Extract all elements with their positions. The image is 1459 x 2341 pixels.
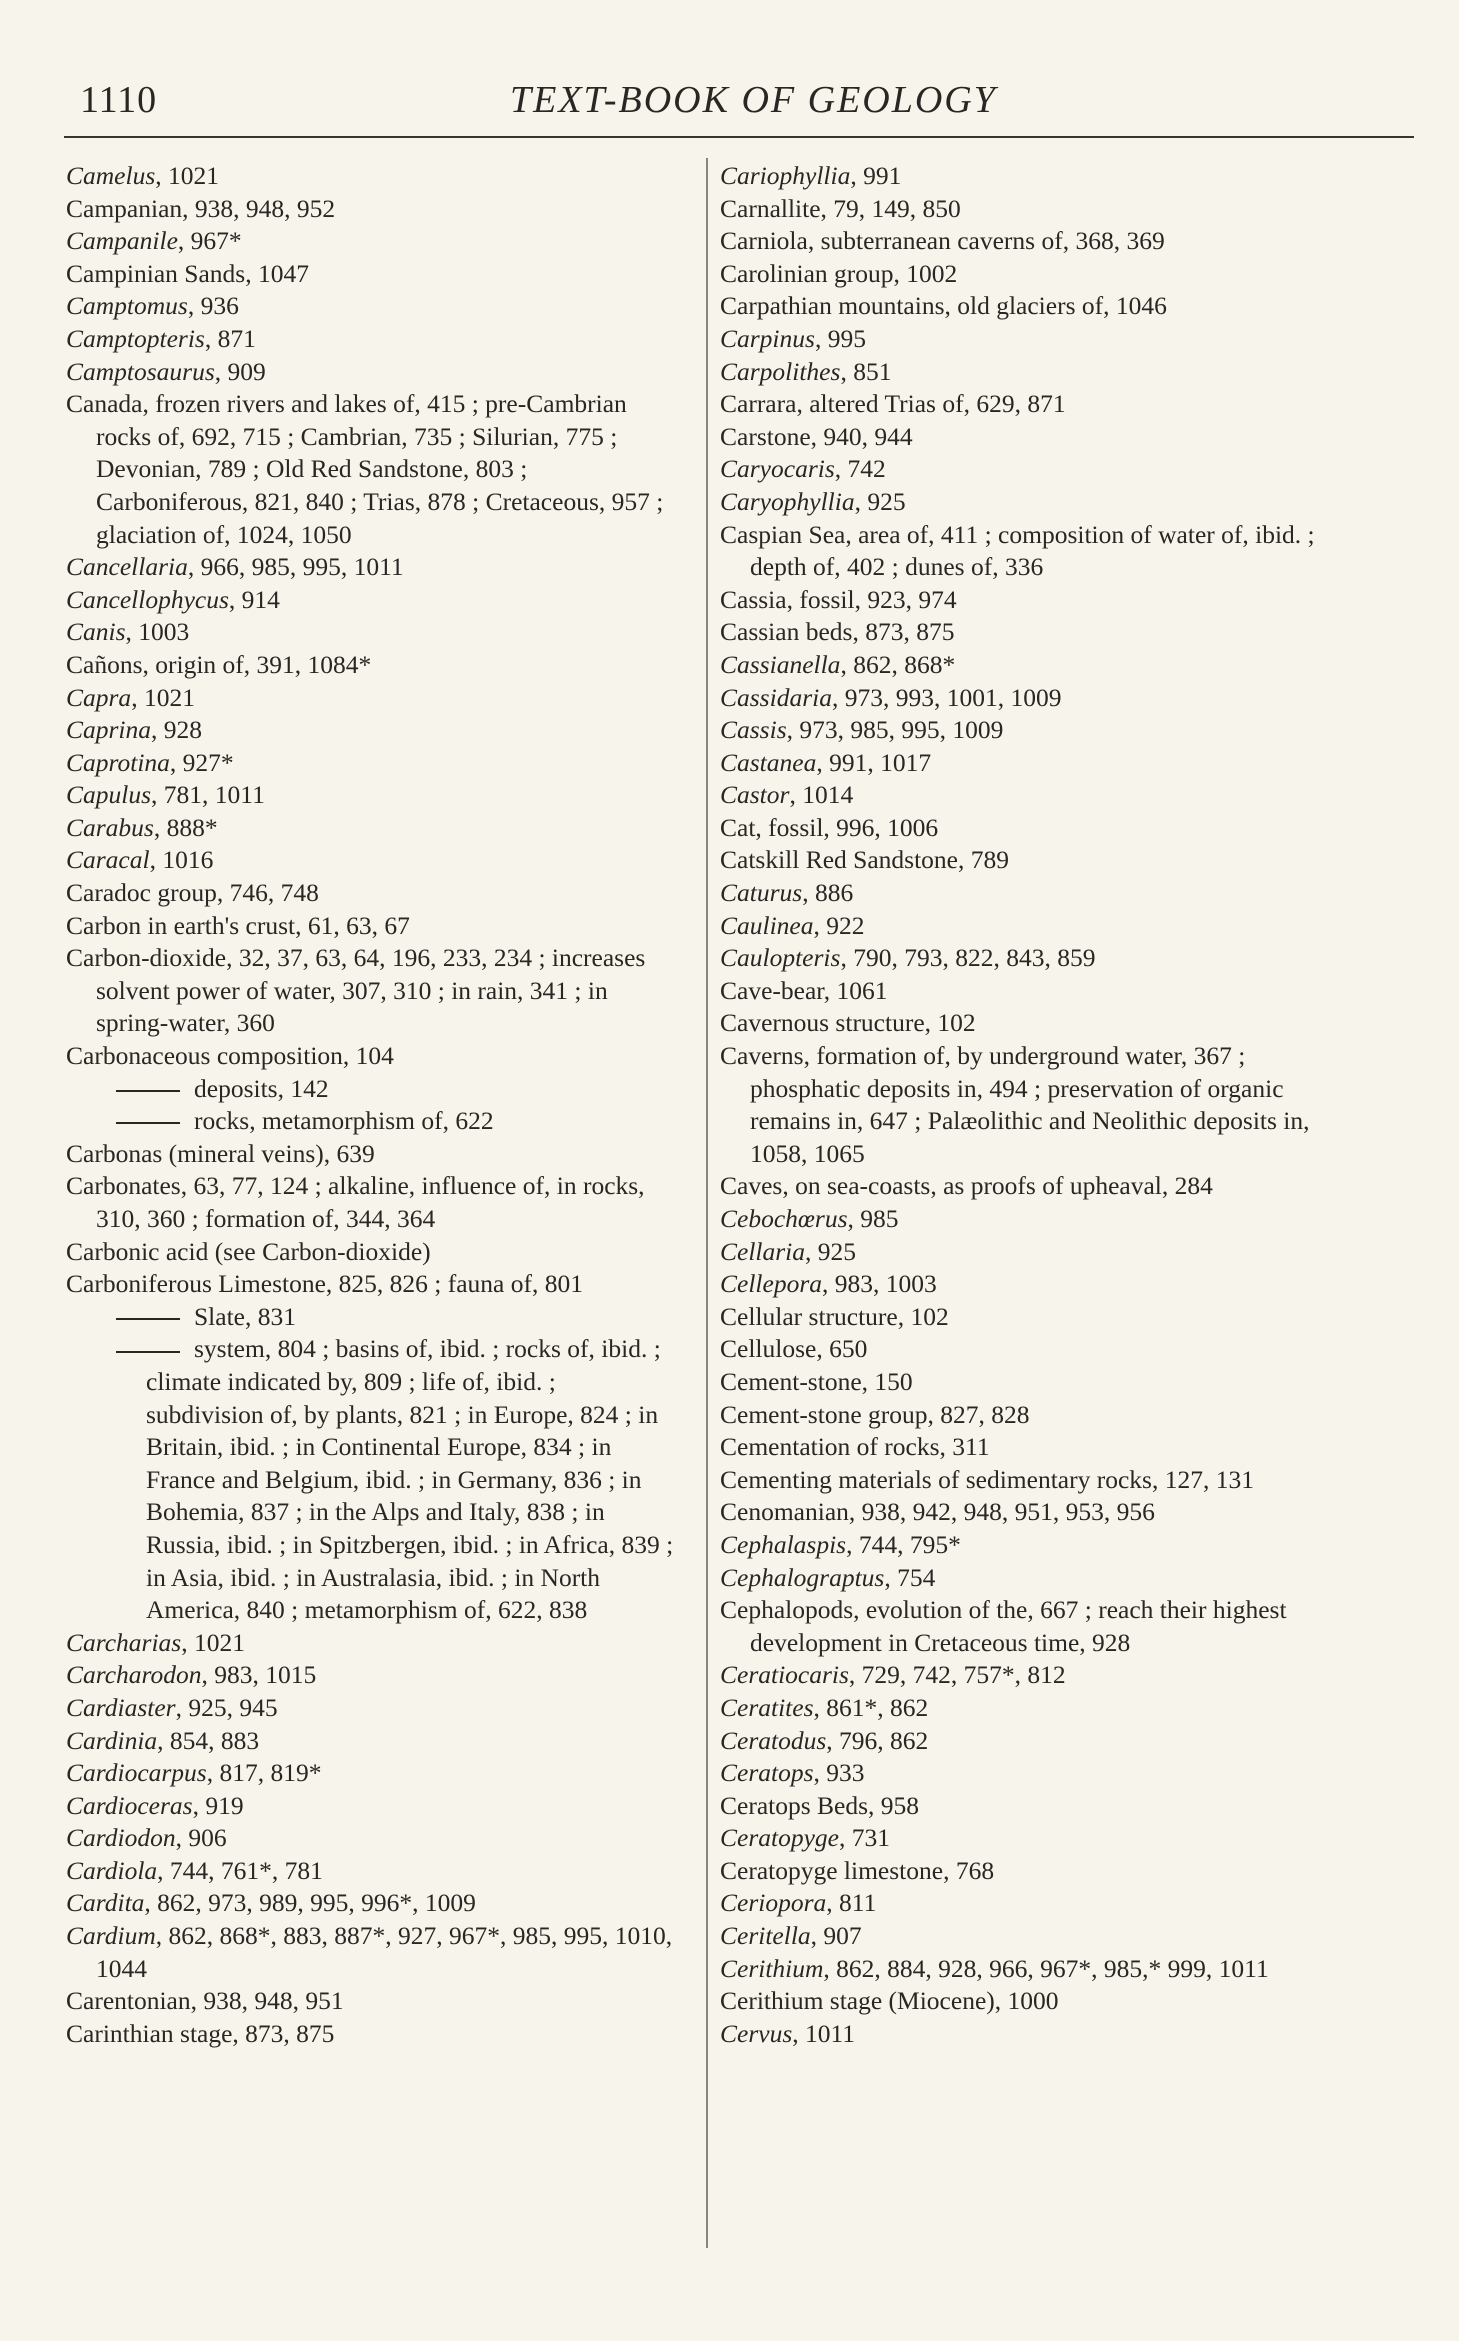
index-term: Cassia (720, 584, 787, 614)
index-page-refs: , 966, 985, 995, 1011 (187, 552, 404, 582)
index-term: Cellulose (720, 1334, 817, 1364)
index-page-refs: , 940, 944 (810, 421, 913, 451)
index-term: Castanea (720, 747, 817, 777)
index-term: Cebochœrus (720, 1204, 848, 1233)
index-entry (720, 747, 1350, 780)
index-term: Ceratops Beds (720, 1790, 869, 1820)
index-term: Ceriopora (720, 1888, 827, 1918)
index-page-refs: , 1014 (789, 780, 854, 810)
index-term: Carnallite (720, 193, 821, 223)
index-term: Cavernous structure (720, 1008, 925, 1038)
index-term: Ceratopyge (720, 1823, 839, 1853)
index-entry (720, 388, 1350, 421)
index-page-refs: , 1003 (125, 617, 190, 647)
index-page-refs: , 831 (245, 1301, 296, 1331)
index-term: Carboniferous Limestone (66, 1269, 326, 1299)
index-term: Cardium (66, 1921, 156, 1951)
index-term: Caryocaris (720, 454, 835, 484)
index-term: Catskill Red Sandstone (720, 845, 958, 875)
index-page-refs: , 61, 63, 67 (295, 910, 410, 940)
index-term: Cancellophycus (66, 584, 229, 614)
index-page-refs: , 127, 131 (1151, 1464, 1254, 1494)
index-entry (720, 453, 1350, 486)
index-entry (720, 1790, 1350, 1823)
index-page-refs: , 871 (204, 323, 256, 353)
index-entry (720, 1301, 1350, 1334)
index-entry (66, 356, 676, 389)
index-entry (66, 649, 676, 682)
index-term: Carbonaceous composition (66, 1041, 343, 1071)
index-term: Carniola (720, 226, 808, 256)
index-entry (720, 1431, 1350, 1464)
index-page-refs: , 731 (838, 1823, 890, 1853)
index-term: Cardiaster (66, 1692, 176, 1722)
index-page-refs: , 104 (342, 1041, 394, 1071)
index-entry (720, 844, 1350, 877)
index-term: Cardita (66, 1888, 145, 1918)
index-page-refs: , 811 (826, 1888, 877, 1918)
index-entry (720, 258, 1350, 291)
index-page-refs: , frozen rivers and lakes of, 415 ; pre-Cambrian rocks of, 692, 715 ; Cambrian, 735 ; Silurian, 775 ; Devonian, 789 ; Old Red Sandstone, 803 ; Carboniferous, 821, 840 ; Trias, 878 ; Cretaceous, 957 ; glaciation of, 1024, 1050 (96, 389, 664, 549)
index-entry (720, 1887, 1350, 1920)
index-page-refs: , 142 (277, 1073, 329, 1103)
index-entry (720, 682, 1350, 715)
index-page-refs: , old glaciers of, 1046 (944, 291, 1167, 321)
index-term: Caturus (720, 878, 803, 908)
index-term: Caracal (66, 845, 150, 875)
index-page-refs: , 873, 875 (852, 617, 955, 647)
index-entry (66, 844, 676, 877)
index-term: Ceritella (720, 1921, 811, 1951)
ditto-dash (116, 1318, 180, 1320)
ditto-dash (116, 1351, 180, 1353)
index-term: Carbonates (66, 1171, 181, 1201)
index-term: Carrara (720, 389, 797, 419)
index-entry (720, 1236, 1350, 1269)
index-term: Carbonic acid (see Carbon-dioxide) (66, 1236, 431, 1266)
index-entry (720, 1203, 1350, 1236)
index-term: Caverns (720, 1041, 804, 1071)
index-entry (720, 942, 1350, 975)
index-page-refs: , 825, 826 ; fauna of, 801 (325, 1269, 583, 1299)
index-page-refs: , origin of, 391, 1084* (142, 649, 372, 679)
index-term: system (194, 1334, 265, 1364)
index-page-refs: , 744, 761*, 781 (157, 1855, 323, 1885)
index-page-refs: , 928 (151, 715, 203, 745)
index-entry (66, 1073, 676, 1106)
index-entry (66, 551, 676, 584)
index-entry (66, 290, 676, 323)
index-term: Cariophyllia (720, 161, 851, 190)
index-column-left (66, 160, 676, 2050)
index-entry (720, 1757, 1350, 1790)
index-term: rocks (194, 1106, 250, 1136)
index-entry (66, 1985, 676, 2018)
index-page-refs: , 938, 948, 952 (182, 193, 336, 223)
index-page-refs: , altered Trias of, 629, 871 (796, 389, 1066, 419)
index-page-refs: , 927* (169, 747, 234, 777)
index-entry (66, 1268, 676, 1301)
index-term: Cellular structure (720, 1301, 898, 1331)
index-entry (720, 584, 1350, 617)
index-term: Cement-stone group (720, 1399, 928, 1429)
index-term: Ceratopyge limestone (720, 1855, 944, 1885)
index-term: Canada (66, 389, 143, 419)
index-page-refs: , 991 (850, 161, 902, 190)
index-entry (720, 421, 1350, 454)
index-entry (720, 1822, 1350, 1855)
index-page-refs: , 907 (810, 1921, 862, 1951)
index-page-refs: , 1002 (893, 258, 958, 288)
index-term: Caulinea (720, 910, 814, 940)
index-page-refs: , 851 (840, 356, 892, 386)
index-term: Cardioceras (66, 1790, 193, 1820)
index-page-refs: , 967* (177, 226, 242, 256)
index-entry (720, 2018, 1350, 2051)
index-page-refs: , 729, 742, 757*, 812 (848, 1660, 1066, 1690)
index-page-refs: , 861*, 862 (813, 1692, 929, 1722)
index-term: Campanian (66, 193, 183, 223)
index-entry (66, 2018, 676, 2051)
index-entry (66, 1822, 676, 1855)
index-entry (720, 1953, 1350, 1986)
index-page-refs: , 1061 (823, 975, 888, 1005)
index-entry (66, 910, 676, 943)
index-entry (720, 486, 1350, 519)
index-entry (66, 682, 676, 715)
index-entry (66, 812, 676, 845)
index-term: Cerithium (720, 1953, 824, 1983)
header-rule (64, 136, 1414, 138)
index-page-refs: , 914 (228, 584, 280, 614)
index-term: Carpathian mountains (720, 291, 945, 321)
index-page-refs: , 796, 862 (826, 1725, 929, 1755)
index-term: Capulus (66, 780, 152, 810)
index-page-refs: , 888* (153, 812, 218, 842)
index-entry (66, 1333, 676, 1626)
index-page-refs: , 804 ; basins of, ibid. ; rocks of, ibid. ; climate indicated by, 809 ; life of, ibid. ; subdivision of, by plants, 821 ; in Europe, 824 ; in Britain, ibid. ; in Continental Europe, 834 ; in France and Belgium, ibid. ; in Germany, 836 ; in Bohemia, 837 ; in the Alps and Italy, 838 ; in Russia, ibid. ; in Spitzbergen, ibid. ; in Africa, 839 ; in Asia, ibid. ; in Australasia, ibid. ; in North America, 840 ; metamorphism of, 622, 838 (146, 1334, 674, 1625)
index-entry (66, 1170, 676, 1235)
index-term: Carstone (720, 421, 811, 451)
index-page-refs: , fossil, 923, 974 (786, 584, 957, 614)
index-term: Ceratodus (720, 1725, 827, 1755)
index-page-refs: , 311 (939, 1432, 990, 1462)
index-term: Carinthian stage (66, 2018, 233, 2048)
index-term: Caradoc group (66, 878, 217, 908)
index-column-right (720, 160, 1350, 2050)
index-term: Carentonian (66, 1986, 191, 2016)
index-entry (66, 1627, 676, 1660)
index-term: Cenomanian (720, 1497, 849, 1527)
index-term: Canis (66, 617, 126, 647)
index-entry (66, 1692, 676, 1725)
index-entry (720, 616, 1350, 649)
index-entry (720, 225, 1350, 258)
index-page-refs: , metamorphism of, 622 (249, 1106, 494, 1136)
index-page-refs: , 958 (868, 1790, 920, 1820)
index-page-refs: , formation of, by underground water, 367 ; phosphatic deposits in, 494 ; preservation of organic remains in, 647 ; Palæolithic and Neolithic deposits in, 1058, 1065 (750, 1041, 1310, 1168)
index-page-refs: , 650 (816, 1334, 868, 1364)
index-entry (720, 1594, 1350, 1659)
index-term: Slate (194, 1301, 245, 1331)
index-entry (720, 1985, 1350, 2018)
index-entry (66, 193, 676, 226)
index-entry (66, 388, 676, 551)
index-term: Cardiodon (66, 1823, 176, 1853)
index-entry (720, 1725, 1350, 1758)
index-entry (720, 193, 1350, 226)
index-term: Capra (66, 682, 132, 712)
index-term: Camptomus (66, 291, 188, 321)
index-page-refs: , 973, 993, 1001, 1009 (831, 682, 1062, 712)
index-entry (720, 649, 1350, 682)
index-entry (66, 258, 676, 291)
index-term: Camptopteris (66, 323, 205, 353)
index-page-refs: , 906 (175, 1823, 227, 1853)
index-entry (66, 714, 676, 747)
index-page-refs: , 909 (214, 356, 266, 386)
index-term: Campanile (66, 226, 178, 256)
index-term: Carcharias (66, 1627, 182, 1657)
index-term: Caves (720, 1171, 783, 1201)
index-page-refs: , 983, 1015 (201, 1660, 317, 1690)
index-page-refs: , 150 (861, 1366, 913, 1396)
index-page-refs: , 742 (834, 454, 886, 484)
index-page-refs: , 919 (192, 1790, 244, 1820)
index-entry (720, 1399, 1350, 1432)
index-page-refs: , 1021 (181, 1627, 245, 1657)
index-page-refs: , fossil, 996, 1006 (755, 812, 939, 842)
index-term: Cementing materials of sedimentary rocks (720, 1464, 1152, 1494)
index-term: Cephalaspis (720, 1529, 847, 1559)
index-page-refs: , 995 (814, 323, 866, 353)
index-page-refs: , 938, 942, 948, 951, 953, 956 (848, 1497, 1155, 1527)
index-term: Cat (720, 812, 756, 842)
index-page-refs: , 983, 1003 (822, 1269, 937, 1299)
index-term: Caryophyllia (720, 486, 855, 516)
index-page-refs: , 925 (805, 1236, 857, 1266)
index-entry (720, 519, 1350, 584)
index-page-refs: , 1011 (792, 2018, 856, 2048)
index-term: Castor (720, 780, 790, 810)
index-page-refs: , 827, 828 (927, 1399, 1030, 1429)
index-page-refs: , 790, 793, 822, 843, 859 (840, 943, 1096, 973)
index-page-refs: , 1047 (245, 258, 309, 288)
index-page-refs: , 63, 77, 124 ; alkaline, influence of, in rocks, 310, 360 ; formation of, 344, 364 (96, 1171, 645, 1233)
index-entry (720, 1659, 1350, 1692)
index-page-refs: , 933 (813, 1758, 865, 1788)
index-entry (720, 1855, 1350, 1888)
index-term: Cement-stone (720, 1366, 862, 1396)
index-entry (720, 1333, 1350, 1366)
index-page-refs: , 789 (958, 845, 1009, 875)
ditto-dash (116, 1122, 180, 1124)
index-page-refs: , 886 (802, 878, 854, 908)
index-term: Cardinia (66, 1725, 158, 1755)
index-page-refs: , 862, 973, 989, 995, 996*, 1009 (144, 1888, 476, 1918)
column-divider (706, 158, 708, 2248)
index-entry (720, 1920, 1350, 1953)
index-term: Carbon-dioxide (66, 943, 227, 973)
index-entry (66, 1855, 676, 1888)
index-page-refs: , 754 (884, 1562, 936, 1592)
index-entry (66, 225, 676, 258)
index-entry (720, 714, 1350, 747)
index-entry (720, 1464, 1350, 1497)
index-term: Cervus (720, 2018, 793, 2048)
index-entry (720, 1529, 1350, 1562)
index-page-refs: , area of, 411 ; composition of water of, ibid. ; depth of, 402 ; dunes of, 336 (750, 519, 1315, 582)
index-page-refs: , 862, 868* (840, 649, 956, 679)
index-term: Cardiocarpus (66, 1758, 207, 1788)
index-entry (720, 1366, 1350, 1399)
index-page-refs: , 639 (323, 1138, 375, 1168)
index-term: Carbonas (mineral veins) (66, 1138, 324, 1168)
running-title: TEXT-BOOK OF GEOLOGY (510, 79, 997, 121)
index-entry (66, 160, 676, 193)
index-term: Caprotina (66, 747, 170, 777)
index-entry (720, 323, 1350, 356)
index-entry (66, 1659, 676, 1692)
page-header (58, 72, 1410, 124)
index-entry (66, 1040, 676, 1073)
index-term: Ceratiocaris (720, 1660, 849, 1690)
index-page-refs: , 985 (847, 1204, 899, 1233)
index-page-refs: , 768 (943, 1855, 995, 1885)
index-term: Cephalograptus (720, 1562, 885, 1592)
index-term: Cassidaria (720, 682, 832, 712)
index-term: Campinian Sands (66, 258, 246, 288)
index-term: Carolinian group (720, 258, 894, 288)
index-page-refs: , 102 (924, 1008, 976, 1038)
index-page-refs: , 925 (854, 486, 906, 516)
index-page-refs: , 862, 884, 928, 966, 967*, 985,* 999, 1011 (823, 1953, 1269, 1983)
index-page-refs: , 79, 149, 850 (820, 193, 961, 223)
index-entry (720, 1496, 1350, 1529)
index-page-refs: , 1021 (155, 161, 219, 190)
index-page-refs: , 991, 1017 (816, 747, 932, 777)
index-entry (720, 779, 1350, 812)
index-entry (66, 1138, 676, 1171)
index-term: Camptosaurus (66, 356, 215, 386)
index-term: Cementation of rocks (720, 1432, 940, 1462)
index-page-refs: , 925, 945 (175, 1692, 278, 1722)
index-entry (66, 1725, 676, 1758)
index-entry (720, 1007, 1350, 1040)
index-entry (720, 910, 1350, 943)
index-entry (720, 1692, 1350, 1725)
index-entry (720, 1170, 1350, 1203)
index-entry (66, 942, 676, 1040)
index-page-refs: , 973, 985, 995, 1009 (786, 715, 1004, 745)
index-entry (66, 584, 676, 617)
index-page-refs: , 817, 819* (206, 1758, 322, 1788)
index-page-refs: , evolution of the, 667 ; reach their highest development in Cretaceous time, 928 (750, 1595, 1287, 1657)
index-entry (66, 1920, 676, 1985)
index-entry (66, 1105, 676, 1138)
index-term: Cave-bear (720, 975, 824, 1005)
index-entry (720, 290, 1350, 323)
index-page-refs: , 744, 795* (846, 1529, 961, 1559)
index-entry (66, 1236, 676, 1269)
index-term: Cancellaria (66, 552, 188, 582)
index-entry (66, 1790, 676, 1823)
index-term: Carpinus (720, 323, 815, 353)
index-entry (66, 1757, 676, 1790)
index-page-refs: , 854, 883 (157, 1725, 260, 1755)
index-entry (66, 747, 676, 780)
index-page-refs: , 922 (813, 910, 865, 940)
index-entry (66, 1301, 676, 1334)
index-term: Caulopteris (720, 943, 841, 973)
index-term: deposits (194, 1073, 278, 1103)
index-page-refs: , on sea-coasts, as proofs of upheaval, 284 (782, 1171, 1213, 1201)
ditto-dash (116, 1090, 180, 1092)
index-term: Ceratites (720, 1692, 814, 1722)
index-page-refs: , 1021 (131, 682, 195, 712)
index-term: Carpolithes (720, 356, 841, 386)
index-page-refs: , 102 (897, 1301, 949, 1331)
index-term: Caspian Sea (720, 519, 846, 549)
index-term: Cellepora (720, 1269, 822, 1299)
index-entry (720, 160, 1350, 193)
index-entry (66, 616, 676, 649)
index-page-refs: , 1016 (149, 845, 214, 875)
index-entry (66, 877, 676, 910)
index-page-refs: , 1000 (994, 1986, 1059, 2016)
page-number: 1110 (80, 79, 158, 121)
index-page-refs: , 938, 948, 951 (190, 1986, 344, 2016)
index-term: Carabus (66, 812, 154, 842)
index-entry (66, 779, 676, 812)
index-entry (720, 356, 1350, 389)
index-term: Cañons (66, 649, 143, 679)
index-term: Carcharodon (66, 1660, 202, 1690)
index-term: Carbon in earth's crust (66, 910, 296, 940)
index-entry (720, 1040, 1350, 1170)
index-entry (720, 1268, 1350, 1301)
index-term: Camelus (66, 161, 156, 190)
index-page-refs: , 781, 1011 (151, 780, 265, 810)
index-term: Cassianella (720, 649, 841, 679)
index-page-refs: , subterranean caverns of, 368, 369 (807, 226, 1165, 256)
index-page-refs: , 862, 868*, 883, 887*, 927, 967*, 985, 995, 1010, 1044 (96, 1921, 673, 1983)
index-page-refs: , 936 (187, 291, 239, 321)
index-term: Caprina (66, 715, 152, 745)
index-entry (66, 1887, 676, 1920)
index-page-refs: , 746, 748 (216, 878, 319, 908)
index-term: Cellaria (720, 1236, 806, 1266)
index-entry (720, 877, 1350, 910)
index-term: Cassian beds (720, 617, 853, 647)
index-term: Ceratops (720, 1758, 814, 1788)
index-term: Cerithium stage (Miocene) (720, 1986, 995, 2016)
index-page-refs: , 873, 875 (232, 2018, 335, 2048)
index-term: Cephalopods (720, 1595, 854, 1625)
index-entry (720, 1562, 1350, 1595)
index-entry (720, 975, 1350, 1008)
index-entry (66, 323, 676, 356)
index-entry (720, 812, 1350, 845)
index-term: Cassis (720, 715, 787, 745)
index-term: Cardiola (66, 1855, 158, 1885)
index-page-refs: , 32, 37, 63, 64, 196, 233, 234 ; increases solvent power of water, 307, 310 ; in rain, 341 ; in spring-water, 360 (96, 943, 646, 1038)
